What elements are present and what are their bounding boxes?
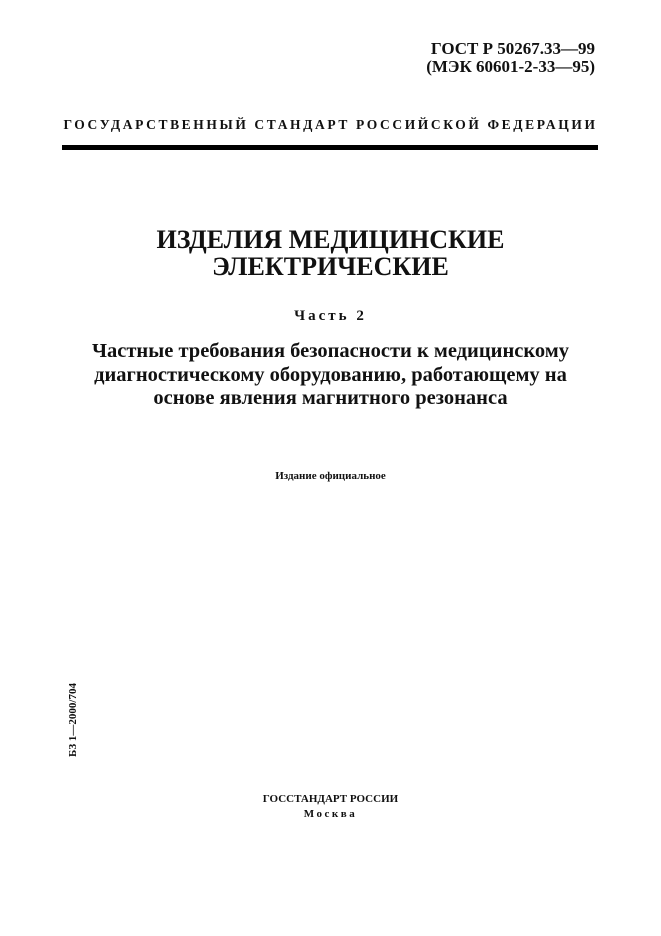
city: Москва [303, 808, 358, 820]
header-rule [62, 145, 598, 150]
iec-number: (МЭК 60601-2-33—95) [426, 57, 595, 76]
subtitle-line: основе явления магнитного резонанса [153, 387, 508, 409]
side-code: БЗ 1—2000/704 [67, 683, 79, 757]
title-line: ЭЛЕКТРИЧЕСКИЕ [212, 252, 449, 281]
part-label: Часть 2 [294, 308, 367, 324]
page-title [0, 226, 661, 280]
publisher: ГОССТАНДАРТ РОССИИ [262, 793, 399, 805]
edition-label: Издание официальное [275, 470, 386, 482]
standard-number: ГОСТ Р 50267.33—99 [430, 39, 595, 58]
subtitle-line: диагностическому оборудованию, работающему на [94, 363, 567, 386]
standard-designation [426, 40, 595, 76]
banner: ГОСУДАРСТВЕННЫЙ СТАНДАРТ РОССИЙСКОЙ ФЕДЕРАЦИИ [63, 117, 598, 132]
title-line: ИЗДЕЛИЯ МЕДИЦИНСКИЕ [156, 225, 505, 254]
subtitle [0, 340, 661, 411]
subtitle-line: Частные требования безопасности к медицинскому [91, 340, 570, 362]
